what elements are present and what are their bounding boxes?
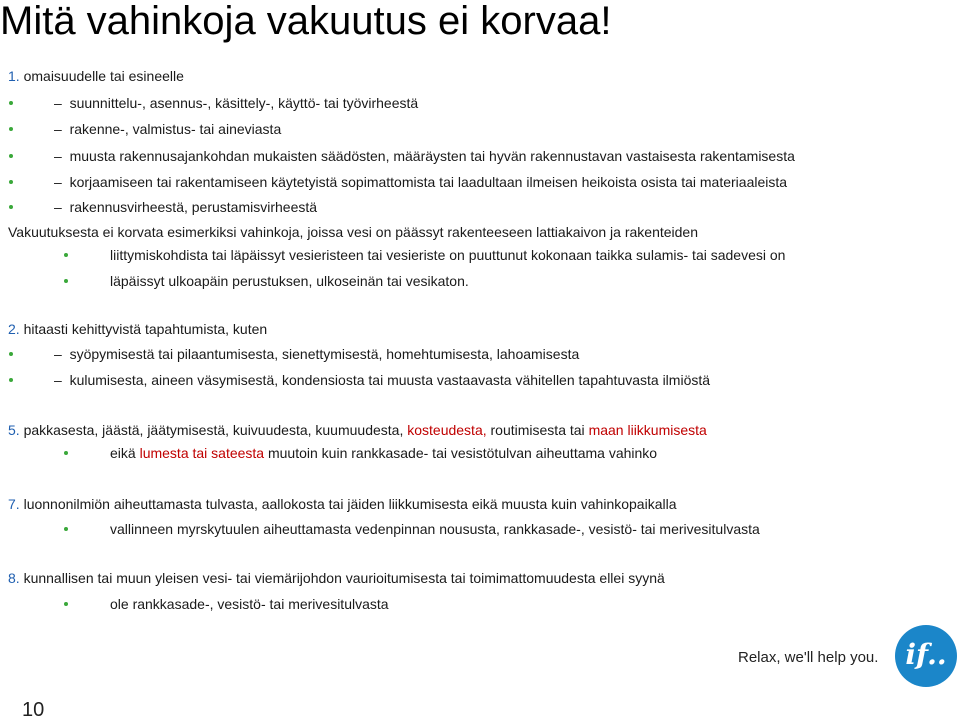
item-text: rakennusvirheestä, perustamisvirheestä [69,199,318,215]
slide-title: Mitä vahinkoja vakuutus ei korvaa! [0,0,612,43]
dash: – [54,199,62,215]
highlight-text: lumesta tai sateesta [139,445,265,461]
list-item [54,94,418,112]
bullet-icon [9,101,13,105]
section-7-heading-text: luonnonilmiön aiheuttamasta tulvasta, aallokosta tai jäiden liikkumisesta eikä muusta kuin vahinkopaikalla [23,496,677,512]
dash: – [54,121,62,137]
section-8-item: ole rankkasade-, vesistö- tai merivesitulvasta [110,596,389,612]
page-number: 10 [22,699,45,721]
section-1-heading [8,67,184,85]
bullet-icon [64,279,68,283]
item-text: kulumisesta, aineen väsymisestä, kondensiosta tai muusta vastaavasta vähitellen tapahtuvasta ilmiöstä [69,372,711,388]
section-8-number: 8. [8,570,20,586]
bullet-icon [9,378,13,382]
highlight-text: maan liikkumisesta [588,422,707,438]
bullet-icon [9,352,13,356]
dash: – [54,174,62,190]
section-2-number: 2. [8,321,20,337]
section-8-heading-text: kunnallisen tai muun yleisen vesi- tai viemärijohdon vaurioitumisesta tai toimimattomuudesta ellei syynä [23,570,665,586]
list-item [54,345,579,363]
dash: – [54,148,62,164]
section-5-number: 5. [8,422,20,438]
section-1-number: 1. [8,68,20,84]
section-2-heading-text: hitaasti kehittyvistä tapahtumista, kuten [23,321,268,337]
section-1-note: Vakuutuksesta ei korvata esimerkiksi vahinkoja, joissa vesi on päässyt rakenteeseen lattiakaivon ja rakenteiden [8,224,698,240]
item-text: rakenne-, valmistus- tai aineviasta [69,121,282,137]
item-text: muusta rakennusajankohdan mukaisten säädösten, määräysten tai hyvän rakennustavan vastaisesta rakentamisesta [69,148,795,164]
note-item: liittymiskohdista tai läpäissyt vesieristeen tai vesieriste on puuttunut kokonaan taikka sulamis- tai sadevesi on [110,247,786,263]
section-8-heading [8,569,665,587]
item-text: korjaamiseen tai rakentamiseen käytetyistä sopimattomista tai laadultaan ilmeisen heikoista osista tai materiaaleista [69,174,788,190]
bullet-icon [64,527,68,531]
item-text: suunnittelu-, asennus-, käsittely-, käyttö- tai työvirheestä [69,95,419,111]
section-7-number: 7. [8,496,20,512]
dash: – [54,95,62,111]
section-7-item: vallinneen myrskytuulen aiheuttamasta vedenpinnan noususta, rankkasade-, vesistö- tai merivesitulvasta [110,521,760,537]
section-5-text: routimisesta tai [490,422,585,438]
item-text: syöpymisestä tai pilaantumisesta, sienettymisestä, homehtumisesta, lahoamisesta [69,346,580,362]
bullet-icon [9,127,13,131]
bullet-icon [64,602,68,606]
if-logo-icon [895,625,957,687]
bullet-icon [9,205,13,209]
section-7-heading [8,495,677,513]
list-item [54,198,317,216]
section-5-text: pakkasesta, jäästä, jäätymisestä, kuivuudesta, kuumuudesta, [23,422,404,438]
section-5-heading [8,421,707,439]
list-item [54,120,281,138]
dash: – [54,372,62,388]
section-5-item [110,444,657,462]
section-5-item-text: eikä [110,445,136,461]
bullet-icon [9,154,13,158]
logo-slogan: Relax, we'll help you. [738,649,879,666]
note-item: läpäissyt ulkoapäin perustuksen, ulkoseinän tai vesikaton. [110,273,469,289]
list-item [54,173,787,191]
list-item [54,147,795,165]
list-item [54,371,710,389]
logo-mark: if.. [905,638,947,671]
section-1-heading-text: omaisuudelle tai esineelle [23,68,184,84]
bullet-icon [9,180,13,184]
dash: – [54,346,62,362]
bullet-icon [64,253,68,257]
section-2-heading [8,320,267,338]
bullet-icon [64,451,68,455]
section-5-item-text: muutoin kuin rankkasade- tai vesistötulvan aiheuttama vahinko [267,445,658,461]
highlight-text: kosteudesta, [407,422,487,438]
